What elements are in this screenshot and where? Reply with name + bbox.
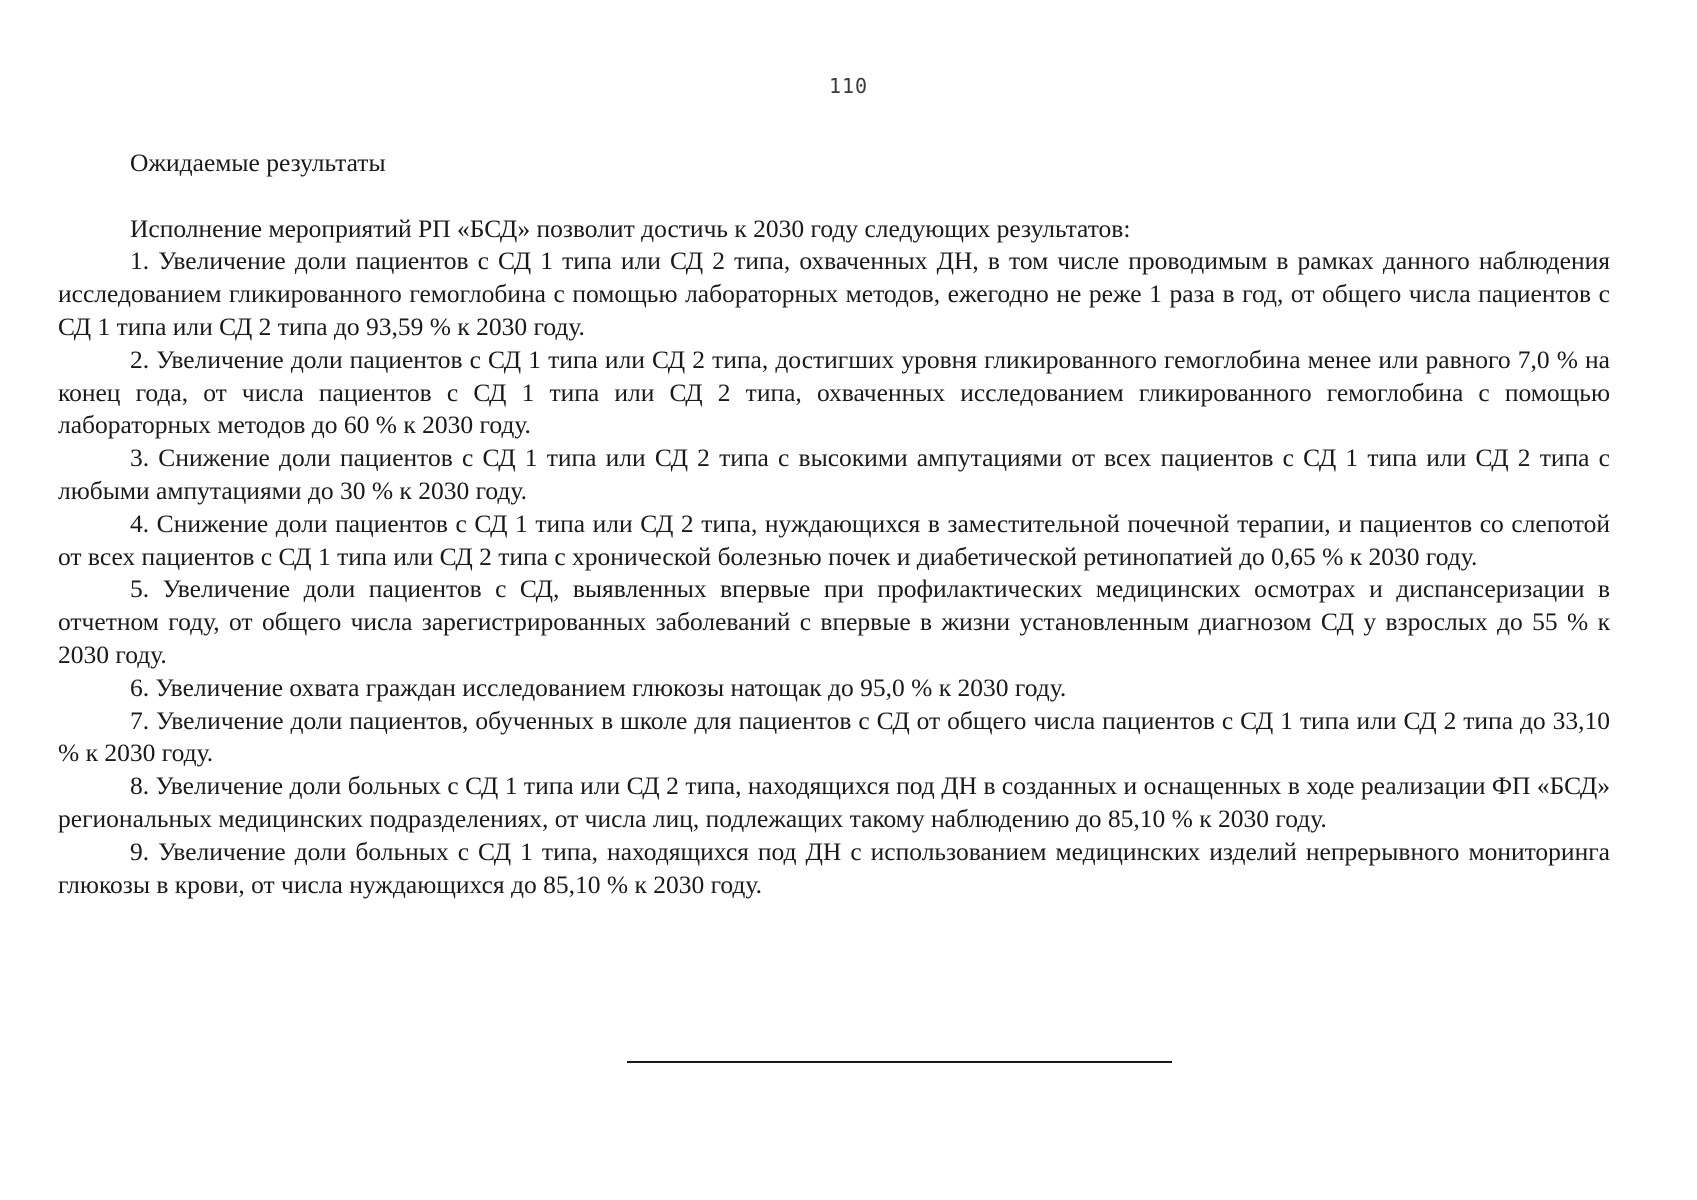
- result-item-1: 1. Увеличение доли пациентов с СД 1 типа или СД 2 типа, охваченных ДН, в том числе проводимым в рамках данного наблюдения исследованием гликированного гемоглобина с помощью лабораторных методов, ежегодно не реже 1 раза в год, от общего числа пациентов с СД 1 типа или СД 2 типа до 93,59 % к 2030 году.: [58, 246, 1610, 341]
- document-body: [58, 147, 1610, 901]
- result-item-6: 6. Увеличение охвата граждан исследованием глюкозы натощак до 95,0 % к 2030 году.: [130, 672, 1067, 702]
- intro-paragraph: Исполнение мероприятий РП «БСД» позволит достичь к 2030 году следующих результатов:: [130, 213, 1131, 243]
- result-item-3: 3. Снижение доли пациентов с СД 1 типа или СД 2 типа с высокими ампутациями от всех пациентов с СД 1 типа или СД 2 типа с любыми ампутациями до 30 % к 2030 году.: [58, 443, 1610, 505]
- page-number: 110: [828, 74, 869, 98]
- result-item-7: 7. Увеличение доли пациентов, обученных в школе для пациентов с СД от общего числа пациентов с СД 1 типа или СД 2 типа до 33,10 % к 2030 году.: [58, 705, 1610, 768]
- result-item-5: 5. Увеличение доли пациентов с СД, выявленных впервые при профилактических медицинских осмотрах и диспансеризации в отчетном году, от общего числа зарегистрированных заболеваний с впервые в жизни установленным диагнозом СД у взрослых до 55 % к 2030 году.: [58, 574, 1610, 669]
- result-item-8: 8. Увеличение доли больных с СД 1 типа или СД 2 типа, находящихся под ДН в созданных и оснащенных в ходе реализации ФП «БСД» региональных медицинских подразделениях, от числа лиц, подлежащих такому наблюдению до 85,10 % к 2030 году.: [58, 771, 1610, 833]
- paragraph-gap: [58, 180, 1610, 213]
- result-item-9: 9. Увеличение доли больных с СД 1 типа, находящихся под ДН с использованием медицинских изделий непрерывного мониторинга глюкозы в крови, от числа нуждающихся до 85,10 % к 2030 году.: [58, 836, 1610, 899]
- result-item-2: 2. Увеличение доли пациентов с СД 1 типа или СД 2 типа, достигших уровня гликированного гемоглобина менее или равного 7,0 % на конец года, от числа пациентов с СД 1 типа или СД 2 типа, охваченных исследованием гликированного гемоглобина с помощью лабораторных методов до 60 % к 2030 году.: [58, 344, 1610, 440]
- result-item-4: 4. Снижение доли пациентов с СД 1 типа или СД 2 типа, нуждающихся в заместительной почечной терапии, и пациентов со слепотой от всех пациентов с СД 1 типа или СД 2 типа с хронической болезнью почек и диабетической ретинопатией до 0,65 % к 2030 году.: [58, 508, 1610, 571]
- section-title: Ожидаемые результаты: [130, 148, 386, 177]
- end-separator-line: [627, 1061, 1172, 1063]
